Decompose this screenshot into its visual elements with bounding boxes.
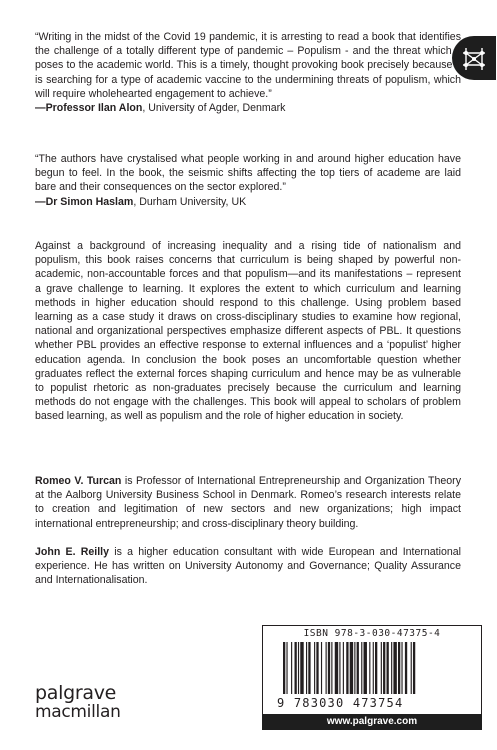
barcode-bar — [361, 642, 362, 694]
network-icon — [460, 45, 488, 73]
author-bio-1 — [35, 474, 461, 531]
barcode-bar — [393, 642, 396, 694]
barcode-bar — [339, 642, 340, 694]
quote-2-author: —Dr Simon Haslam — [35, 195, 134, 208]
barcode-bar — [283, 642, 285, 694]
author-2-name: John E. Reilly — [35, 546, 110, 558]
barcode-bar — [383, 642, 385, 694]
publisher-logo-line1: palgrave — [35, 682, 117, 704]
barcode-bar — [316, 642, 318, 694]
book-description: Against a background of increasing inequality and a rising tide of nationalism and populism, this book raises concerns that curriculum is being shaped by powerful non-academic, non-accountable forces and that populism—and its manifestations – represent a grave challenge to learning. It explores the extent to which curriculum and learning methods in higher education should respond to this challenge. Using problem based learning as a case study it draws on cross-disciplinary studies to examine how regional, national and organizational perspectives emphasize different aspects of PBL. It questions whether PBL provides an effective response to external influences and a ‘populist’ higher education agenda. In conclusion the book poses an uncomfortable question whether graduates reflect the external forces shaping curriculum and hence may be as vulnerable to populist rhetoric as non-graduates precisely because the curriculum and learning methods do not engage with the challenges. This book will appeal to scholars of problem based learning, as well as populism and the role of higher education in society. — [35, 240, 461, 423]
barcode-bar — [291, 642, 292, 694]
barcode-bar — [401, 642, 402, 694]
publisher-url: www.palgrave.com — [262, 714, 482, 730]
barcode-bar — [298, 642, 299, 694]
barcode-bar — [314, 642, 315, 694]
barcode-bar — [335, 642, 338, 694]
barcode-bar — [357, 642, 359, 694]
quote-1-attribution — [35, 101, 461, 115]
barcode-bar — [308, 642, 310, 694]
barcode-bar — [411, 642, 412, 694]
barcode-bar — [398, 642, 400, 694]
barcode-bar — [391, 642, 392, 694]
barcode-bar — [413, 642, 415, 694]
barcode-bar — [306, 642, 307, 694]
barcode-bar — [387, 642, 389, 694]
quote-1-affiliation: , University of Agder, Denmark — [142, 102, 286, 115]
barcode-bar — [331, 642, 332, 694]
author-bio-2 — [35, 545, 461, 588]
quote-2-text: “The authors have crystalised what people working in and around higher education have begun to feel. In the book, the seismic shifts affecting the top tiers of academe are laid bare and their consequences on the sector explored.” — [35, 153, 461, 194]
barcode-bar — [405, 642, 407, 694]
barcode-bar — [286, 642, 287, 694]
quote-1 — [35, 30, 461, 115]
barcode-bar — [354, 642, 355, 694]
author-1-bio: is Professor of International Entrepreneurship and Organization Theory at the Aalborg University Business School in Denmark. Romeo’s research interests relate to creation and legitimation of new sectors and new organizations; high impact international entrepreneurship; and cross-disciplinary theory building. — [35, 475, 462, 530]
barcode-bar — [295, 642, 297, 694]
author-2-bio: is a higher education consultant with wide European and International experience. He has written on University Autonomy and Governance; Quality Assurance and Internationalisation. — [35, 546, 462, 587]
barcode-bar — [300, 642, 303, 694]
author-1-name: Romeo V. Turcan — [35, 475, 122, 487]
barcode-bar — [364, 642, 367, 694]
barcode-bar — [343, 642, 344, 694]
isbn: ISBN 978-3-030-47375-4 — [303, 628, 441, 639]
quote-2-affiliation: , Durham University, UK — [133, 195, 247, 208]
quote-1-author: —Professor Ilan Alon — [35, 102, 143, 115]
quote-2-attribution — [35, 195, 461, 209]
barcode-bar — [350, 642, 353, 694]
publisher-logo — [35, 683, 155, 721]
quote-1-text: “Writing in the midst of the Covid 19 pandemic, it is arresting to read a book that identifies the challenge of a totally different type of pandemic – Populism - and the threat which it poses to the academic world. This is a timely, thought provoking book precisely because it is searching for a type of academic vaccine to the undermining threats of populism, which will require wholehearted engagement to achieve.” — [35, 31, 461, 100]
barcode-bars — [283, 642, 463, 694]
barcode-bar — [321, 642, 322, 694]
barcode-block — [262, 625, 482, 715]
barcode-bar — [346, 642, 348, 694]
barcode-bar — [373, 642, 374, 694]
quote-2 — [35, 152, 461, 209]
barcode-number: 9 783030 473754 — [277, 696, 404, 710]
publisher-logo-line2: macmillan — [35, 702, 121, 722]
barcode-bar — [328, 642, 330, 694]
barcode-bar — [369, 642, 370, 694]
barcode-bar — [381, 642, 382, 694]
barcode-bar — [326, 642, 327, 694]
barcode-bar — [375, 642, 377, 694]
